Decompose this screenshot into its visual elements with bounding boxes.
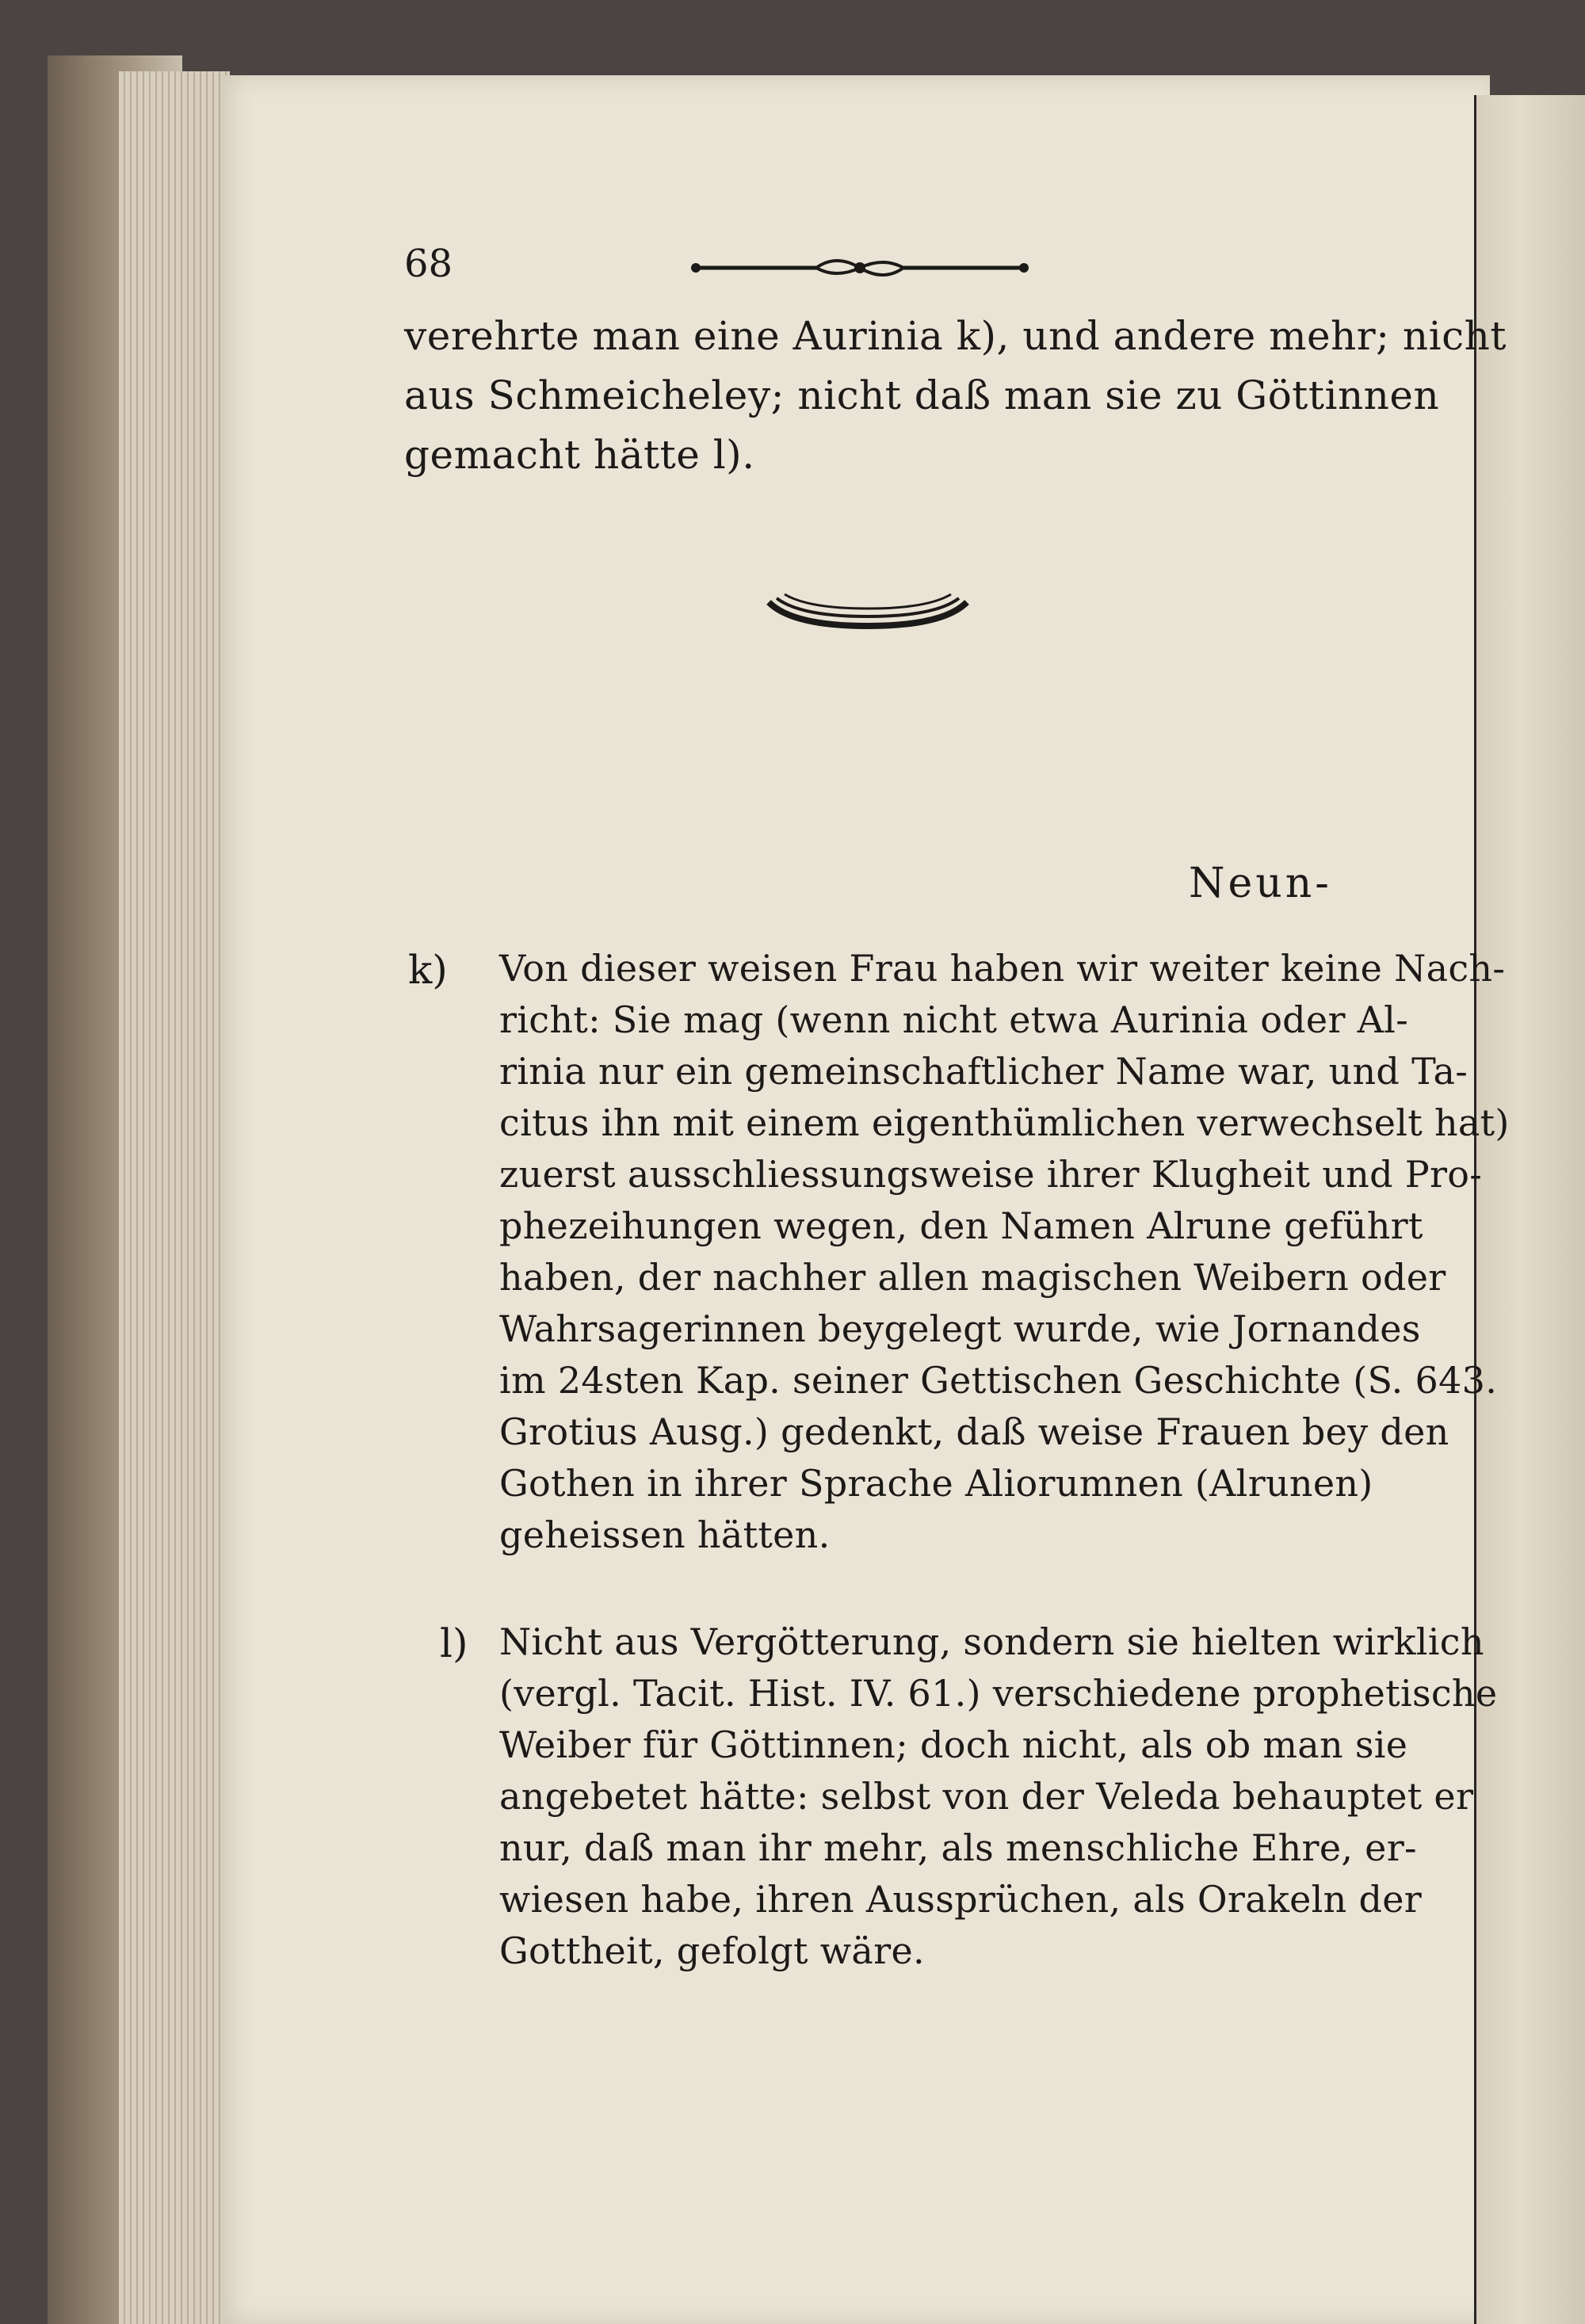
footnote-l-line: angebetet hätte: selbst von der Veleda behauptet er (499, 1775, 1474, 1818)
footnote-k-label: k) (408, 947, 448, 993)
footnote-l-line: nur, daß man ihr mehr, als menschliche Ehre, er- (499, 1826, 1417, 1869)
facing-page-edge (1474, 95, 1585, 2324)
footnote-l-line: wiesen habe, ihren Aussprüchen, als Orakeln der (499, 1878, 1423, 1921)
footnote-k-line: Grotius Ausg.) gedenkt, daß weise Frauen bey den (499, 1410, 1449, 1453)
footnote-l-line: (vergl. Tacit. Hist. IV. 61.) verschiedene prophetische (499, 1672, 1498, 1715)
footnote-k-line: rinia nur ein gemeinschaftlicher Name war, und Ta- (499, 1050, 1469, 1093)
footnote-k-line: richt: Sie mag (wenn nicht etwa Aurinia oder Al- (499, 998, 1409, 1041)
footnote-l-label: l) (440, 1620, 468, 1666)
divider-ornament (761, 586, 975, 642)
footnote-k-line: Gothen in ihrer Sprache Aliorumnen (Alrunen) (499, 1462, 1373, 1505)
footnote-k-line: Wahrsagerinnen beygelegt wurde, wie Jornandes (499, 1307, 1421, 1350)
header-ornament (689, 252, 1030, 284)
main-text-line: verehrte man eine Aurinia k), und andere mehr; nicht (404, 313, 1507, 359)
footnote-k-line: im 24sten Kap. seiner Gettischen Geschichte (S. 643. (499, 1359, 1498, 1402)
page-edges (119, 71, 230, 2324)
footnote-k-line: geheissen hätten. (499, 1513, 831, 1556)
footnote-l-line: Nicht aus Vergötterung, sondern sie hielten wirklich (499, 1620, 1484, 1663)
page-number: 68 (404, 242, 453, 286)
catchword: Neun- (1189, 860, 1332, 907)
main-text-line: gemacht hätte l). (404, 432, 755, 478)
footnote-k-line: haben, der nachher allen magischen Weibern oder (499, 1256, 1446, 1299)
footnote-k-line: citus ihn mit einem eigenthümlichen verwechselt hat) (499, 1101, 1510, 1144)
footnote-l-line: Gottheit, gefolgt wäre. (499, 1929, 925, 1972)
main-text-line: aus Schmeicheley; nicht daß man sie zu Göttinnen (404, 372, 1440, 418)
footnote-k-line: Von dieser weisen Frau haben wir weiter keine Nach- (499, 947, 1506, 990)
footnote-k-line: zuerst ausschliessungsweise ihrer Klugheit und Pro- (499, 1153, 1483, 1196)
footnote-l-line: Weiber für Göttinnen; doch nicht, als ob man sie (499, 1723, 1408, 1766)
footnote-k-line: phezeihungen wegen, den Namen Alrune geführt (499, 1204, 1423, 1247)
